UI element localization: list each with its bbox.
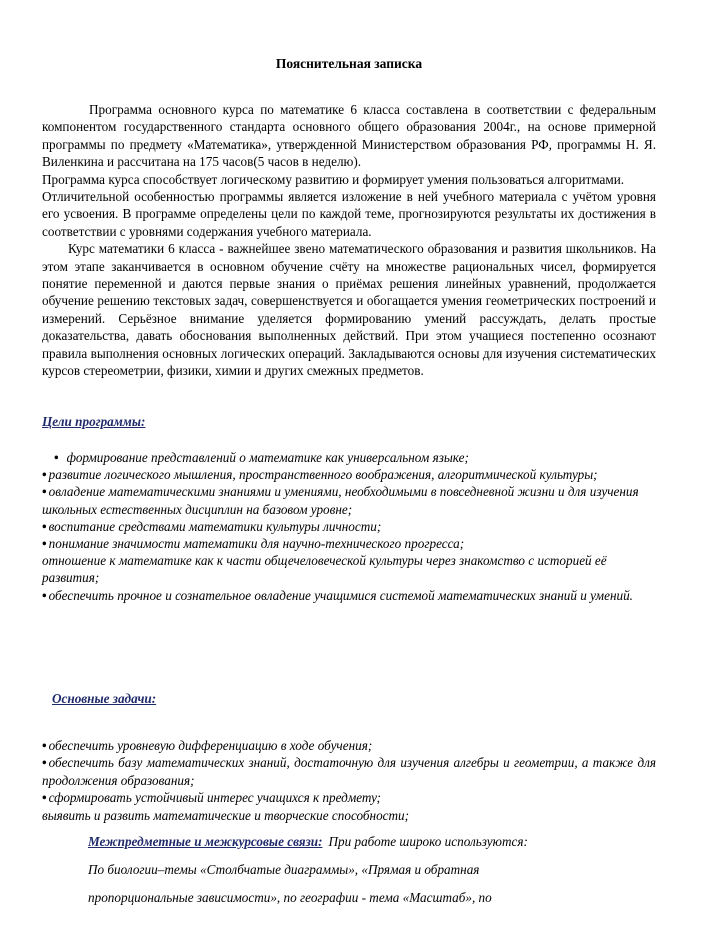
bullet-icon: • (42, 755, 47, 771)
goal-item: • формирование представлений о математике как универсальном языке; (54, 450, 469, 465)
goal-item: • обеспечить прочное и сознательное овладение учащимися системой математических знаний и умений. (42, 587, 633, 603)
goal-item: • воспитание средствами математики культуры личности; (42, 518, 382, 534)
bullet-icon: • (54, 450, 59, 465)
bullet-icon: • (42, 536, 47, 552)
task-item: • обеспечить базу математических знаний, достаточную для изучения алгебры и геометрии, а также для продолжения образования; (42, 755, 656, 788)
bullet-icon: • (42, 790, 47, 806)
intro-paragraph-1: Программа основного курса по математике 6 класса составлена в соответствии с федеральным компонентом государственного стандарта основного общего образования 2004г., на основе примерной программы по предмету «Математика», утвержденной Министерством образования РФ, программы Н. Я. Виленкина и рассчитана на 175 часов(5 часов в неделю). (42, 102, 656, 170)
goals-heading: Цели программы: (42, 414, 146, 429)
intro-paragraph-3: Отличительной особенностью программы является изложение в ней учебного материала с учётом уровня его усвоения. В программе определены цели по каждой теме, прогнозируются результаты их достижения в соответствии с уровнями содержания учебного материала. (42, 189, 656, 239)
intro-paragraph-4: Курс математики 6 класса - важнейшее звено математического образования и развития школьников. На этом этапе заканчивается в основном обучение счёту на множестве рациональных чисел, формируется понятие переменной и даются первые знания о приёмах решения линейных уравнений, продолжается обучение решению текстовых задач, совершенствуется и обогащается умения геометрических построений и измерений. Серьёзное внимание уделяется формированию умений рассуждать, делать простые доказательства, давать обоснования выполненных действий. При этом учащиеся постепенно осознают правила выполнения основных логических операций. Закладываются основы для изучения систематических курсов стереометрии, физики, химии и других смежных предметов. (42, 241, 656, 379)
goal-item: • овладение математическими знаниями и умениями, необходимыми в повседневной жизни и для изучения школьных естественных дисциплин на базовом уровне; (42, 484, 639, 517)
bullet-icon: • (42, 587, 47, 603)
goals-list (42, 449, 656, 604)
interdisciplinary-lead: При работе широко используются: (328, 834, 528, 849)
intro-section (42, 101, 656, 380)
goal-item: отношение к математике как к части общечеловеческой культуры через знакомство с историей её развития; (42, 553, 607, 586)
task-item: выявить и развить математические и творческие способности; (42, 807, 410, 823)
interdisciplinary-line-3: пропорциональные зависимости», по географии - тема «Масштаб», по (88, 890, 492, 905)
document-title: Пояснительная записка (275, 56, 423, 71)
interdisciplinary-line-2: По биологии–темы «Столбчатые диаграммы», «Прямая и обратная (88, 862, 480, 877)
bullet-icon: • (42, 518, 47, 534)
task-item: • сформировать устойчивый интерес учащихся к предмету; (42, 790, 381, 806)
bullet-icon: • (42, 738, 47, 753)
bullet-icon: • (42, 467, 47, 483)
interdisciplinary-section (88, 832, 648, 916)
bullet-icon: • (42, 484, 47, 500)
goal-item: • развитие логического мышления, пространственного воображения, алгоритмической культуры; (42, 467, 598, 483)
tasks-heading: Основные задачи: (52, 691, 157, 706)
intro-paragraph-2: Программа курса способствует логическому развитию и формирует умения пользоваться алгоритмами. (42, 171, 625, 187)
task-item: • обеспечить уровневую дифференциацию в ходе обучения; (42, 738, 373, 753)
goal-item: • понимание значимости математики для научно-технического прогресса; (42, 536, 465, 552)
tasks-list (42, 737, 656, 824)
interdisciplinary-line-1 (88, 832, 648, 860)
interdisciplinary-label: Межпредметные и межкурсовые связи: (88, 834, 323, 849)
